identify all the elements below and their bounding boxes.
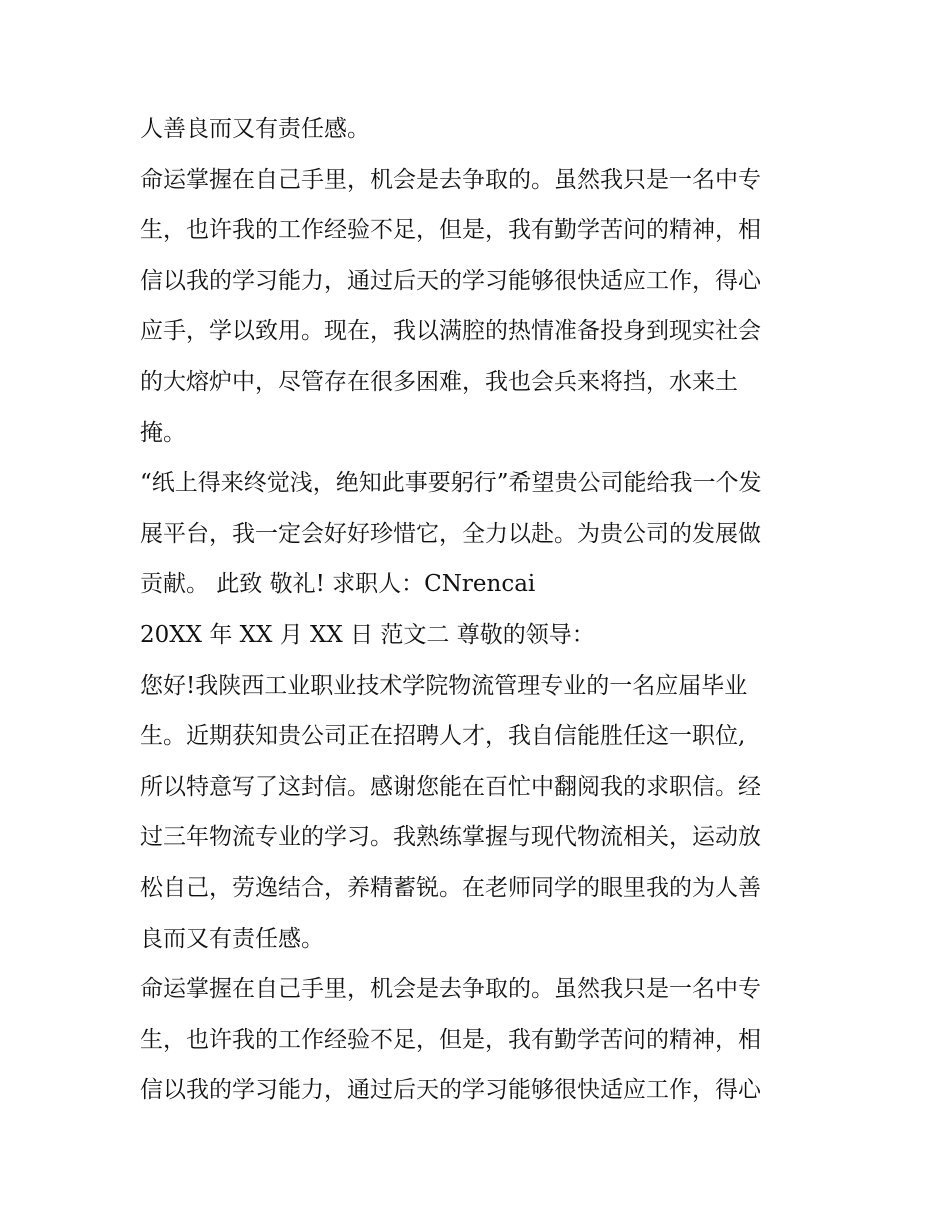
text-line: 应手，学以致用。现在，我以满腔的热情准备投身到现实社会 (140, 318, 761, 345)
text-line: 展平台，我一定会好好珍惜它，全力以赴。为贵公司的发展做 (140, 520, 761, 547)
document-body (140, 104, 820, 1116)
text-line: 命运掌握在自己手里，机会是去争取的。虽然我只是一名中专 (140, 976, 761, 1003)
text-line: 过三年物流专业的学习。我熟练掌握与现代物流相关，运动放 (140, 824, 761, 851)
text-line: 松自己，劳逸结合，养精蓄锐。在老师同学的眼里我的为人善 (140, 874, 761, 901)
text-line: 人善良而又有责任感。 (140, 116, 370, 142)
text-line: 生。近期获知贵公司正在招聘人才，我自信能胜任这一职位, (140, 723, 746, 750)
text-line: 良而又有责任感。 (140, 925, 324, 952)
text-line: 您好!我陕西工业职业技术学院物流管理专业的一名应届毕业 (140, 672, 748, 699)
text-line: 生，也许我的工作经验不足，但是，我有勤学苦问的精神，相 (140, 1026, 761, 1053)
text-line: 20XX 年 XX 月 XX 日 范文二 尊敬的领导： (140, 621, 595, 648)
text-line: 所以特意写了这封信。感谢您能在百忙中翻阅我的求职信。经 (140, 773, 761, 800)
text-line: “纸上得来终觉浅，绝知此事要躬行”希望贵公司能给我一个发 (140, 470, 762, 497)
text-line: 的大熔炉中，尽管存在很多困难，我也会兵来将挡，水来土 (140, 368, 738, 395)
text-line: 信以我的学习能力，通过后天的学习能够很快适应工作，得心 (140, 1077, 761, 1104)
text-line: 信以我的学习能力，通过后天的学习能够很快适应工作，得心 (140, 267, 761, 294)
text-line: 掩。 (140, 419, 186, 446)
text-line: 生，也许我的工作经验不足，但是，我有勤学苦问的精神，相 (140, 217, 761, 244)
text-line: 命运掌握在自己手里，机会是去争取的。虽然我只是一名中专 (140, 166, 761, 193)
text-line: 贡献。 此致 敬礼! 求职人：CNrencai (140, 571, 536, 598)
